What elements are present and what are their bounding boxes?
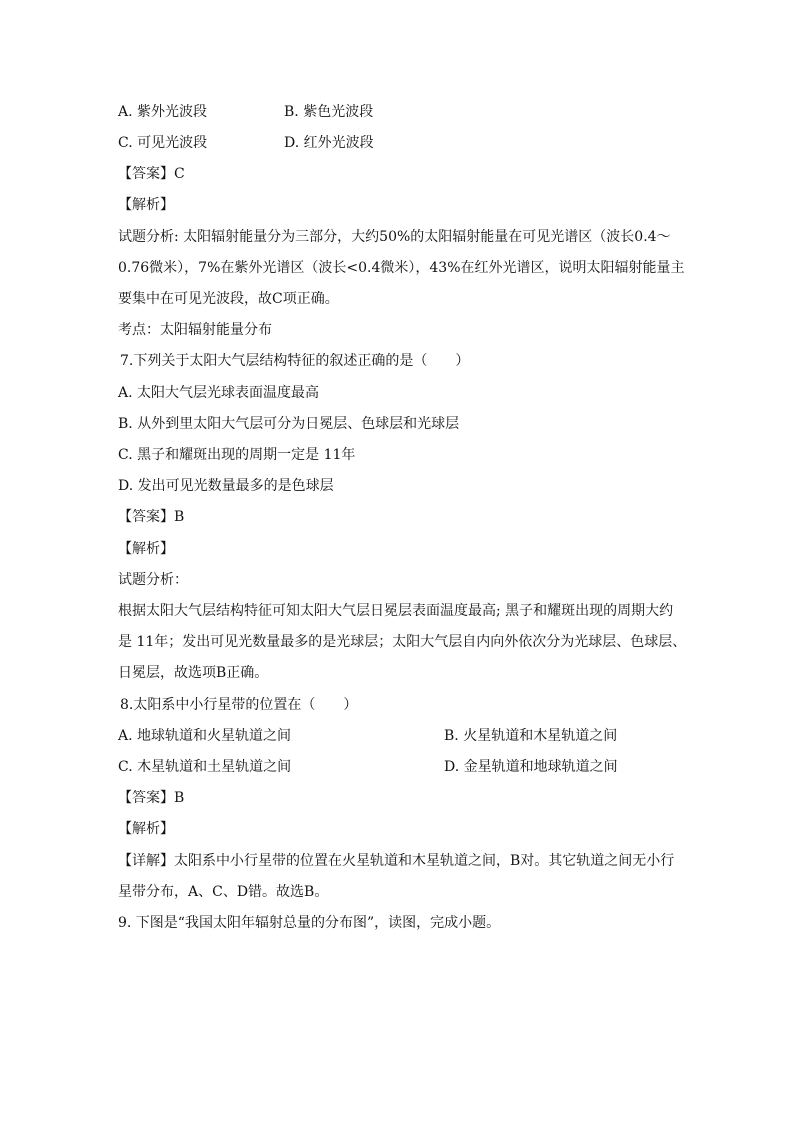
q8-option-c: C. 木星轨道和土星轨道之间 (118, 759, 292, 775)
q7-analysis-label: 试题分析： (118, 572, 188, 588)
q6-option-d: D. 红外光波段 (284, 135, 374, 151)
q8-option-a: A. 地球轨道和火星轨道之间 (118, 728, 292, 744)
q7-stem: 7.下列关于太阳大气层结构特征的叙述正确的是（ ） (120, 353, 470, 369)
q6-analysis-line: 0.76微米），7%在紫外光谱区（波长<0.4微米），43%在红外光谱区，说明太阳辐射能量主 (118, 260, 685, 276)
q7-option-d: D. 发出可见光数量最多的是色球层 (118, 478, 334, 494)
q7-analysis-line: 根据太阳大气层结构特征可知太阳大气层日冕层表面温度最高; 黑子和耀斑出现的周期大约 (118, 603, 674, 619)
q8-option-b: B. 火星轨道和木星轨道之间 (444, 728, 618, 744)
q8-option-d: D. 金星轨道和地球轨道之间 (444, 759, 618, 775)
q8-stem: 8.太阳系中小行星带的位置在（ ） (120, 697, 358, 713)
q7-analysis-line: 日冕层，故选项B正确。 (118, 665, 269, 681)
q8-analysis-line: 【详解】太阳系中小行星带的位置在火星轨道和木星轨道之间，B对。其它轨道之间无小行 (118, 853, 675, 869)
q6-analysis-heading: 【解析】 (118, 197, 174, 213)
q8-analysis-heading: 【解析】 (118, 821, 174, 837)
q6-kaodian: 考点：太阳辐射能量分布 (118, 322, 272, 338)
q6-option-a: A. 紫外光波段 (118, 104, 208, 120)
q9-stem: 9. 下图是“我国太阳年辐射总量的分布图”，读图，完成小题。 (118, 915, 501, 931)
q6-answer: 【答案】C (118, 166, 185, 182)
q6-analysis-line: 要集中在可见光波段，故C项正确。 (118, 291, 339, 307)
q8-answer: 【答案】B (118, 790, 185, 806)
q7-answer: 【答案】B (118, 509, 185, 525)
q7-analysis-line: 是 11年；发出可见光数量最多的是光球层；太阳大气层自内向外依次分为光球层、色球层、 (118, 634, 687, 650)
q8-analysis-line: 星带分布，A、C、D错。故选B。 (118, 884, 329, 900)
q7-option-b: B. 从外到里太阳大气层可分为日冕层、色球层和光球层 (118, 416, 460, 432)
q7-option-c: C. 黑子和耀斑出现的周期一定是 11年 (118, 447, 356, 463)
q7-analysis-heading: 【解析】 (118, 541, 174, 557)
q6-option-b: B. 紫色光波段 (284, 104, 374, 120)
q7-option-a: A. 太阳大气层光球表面温度最高 (118, 385, 320, 401)
q6-analysis-line: 试题分析: 太阳辐射能量分为三部分，大约50%的太阳辐射能量在可见光谱区（波长0.4～ (118, 229, 671, 245)
q6-option-c: C. 可见光波段 (118, 135, 208, 151)
